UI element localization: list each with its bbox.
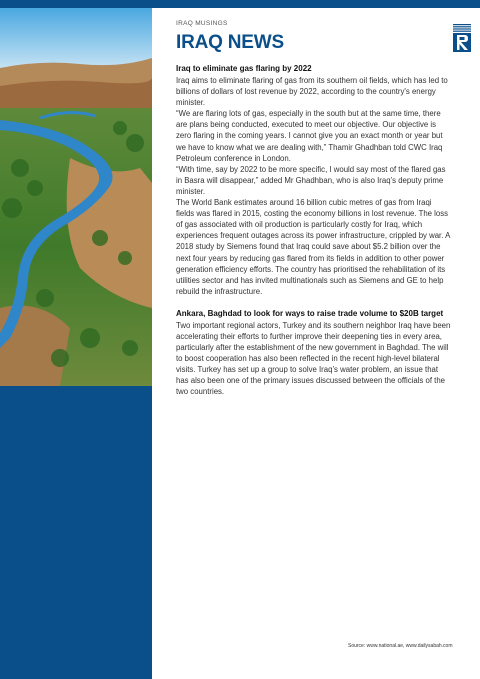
- page-title: IRAQ NEWS: [176, 32, 284, 53]
- river-valley-photo: [0, 8, 152, 386]
- section-kicker: IRAQ MUSINGS: [176, 20, 228, 27]
- article-paragraph: “We are flaring lots of gas, especially in the south but at the same time, there are plans being conducted, executed to meet our objective. Our objective is zero flaring in the coming years. I cannot give you an exact month or year but we have to know what we are dealing with,” Thamir Ghadhban told CWC Iraq Petroleum conference in London.: [176, 109, 443, 163]
- article-paragraph: Iraq aims to eliminate flaring of gas from its southern oil fields, which has led to billions of dollars of lost revenue by 2022, according to the country's energy minister.: [176, 76, 448, 108]
- article-trade-volume: [176, 307, 451, 398]
- article-gas-flaring: [176, 62, 451, 297]
- side-color-panel: [0, 386, 152, 679]
- main-content: [176, 20, 451, 398]
- article-paragraph: The World Bank estimates around 16 billion cubic metres of gas from Iraqi fields was flared in 2015, costing the economy billions in lost revenue. The loss of gas associated with oil production is particularly costly for Iraq, which experiences frequent outages across its power infrastructure, crippled by war. A 2018 study by Siemens found that Iraq could save about $5.2 billion over the next four years by reducing gas flared from its fields in addition to other power generation efficiency efforts. The country has prioritised the rehabilitation of its utilities sector and has invited multinationals such as Siemens and GE to help rebuild the infrastructure.: [176, 198, 450, 296]
- article-headline: Ankara, Baghdad to look for ways to raise trade volume to $20B target: [176, 308, 444, 318]
- top-color-bar: [0, 0, 480, 8]
- article-headline: Iraq to eliminate gas flaring by 2022: [176, 64, 312, 73]
- company-logo-icon: [452, 23, 472, 53]
- source-note: Source: www.national.ae, www.dailysabah.com: [348, 643, 453, 649]
- article-paragraph: Two important regional actors, Turkey and its southern neighbor Iraq have been accelerating their efforts to further improve their deepening ties in every area, particularly after the establishment of the new government in Baghdad. The will to boost cooperation has also been reflected in the recent high-level bilateral visits. Turkey has set up a group to solve Iraq’s water problem, an issue that has also been one of the primary issues discussed between the officials of the two countries.: [176, 320, 451, 397]
- article-paragraph: “With time, say by 2022 to be more specific, I would say most of the flared gas in Basra will disappear,” added Mr Ghadhban, who is also Iraq’s deputy prime minister.: [176, 164, 446, 196]
